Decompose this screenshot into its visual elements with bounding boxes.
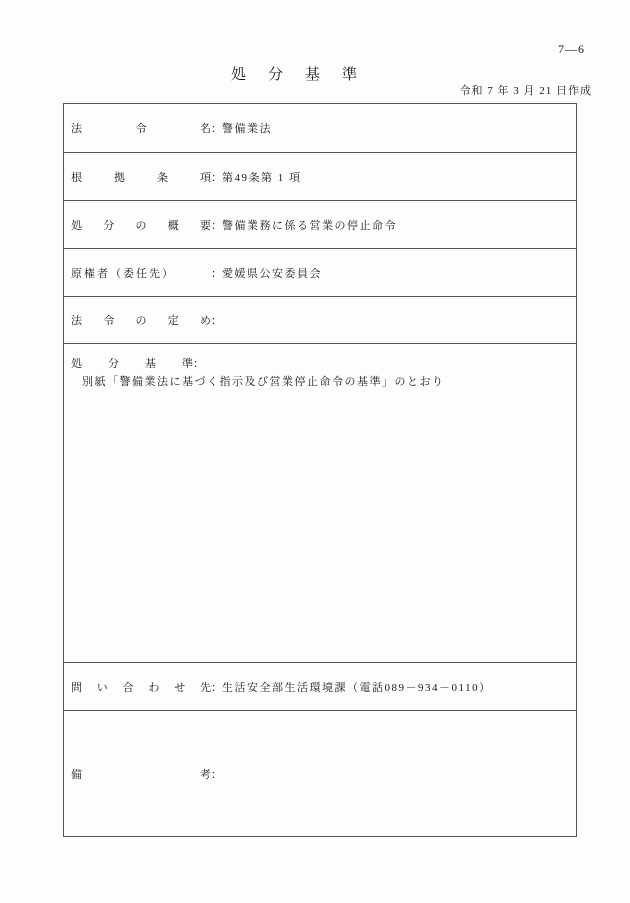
row-label: 原権者（委任先）	[71, 267, 175, 280]
page-number: 7—6	[558, 42, 585, 56]
created-date: 令和 7 年 3 月 21 日作成	[459, 85, 592, 97]
label-colon: ：	[211, 171, 222, 184]
label-colon: ：	[211, 123, 222, 135]
table-row-law-name	[64, 104, 576, 153]
table-row-disposition-standards	[64, 344, 576, 663]
label-colon: ：	[211, 219, 222, 232]
label-colon: ：	[211, 768, 222, 781]
table-row-legal-provision	[64, 297, 576, 344]
row-value: 生活安全部生活環境課（電話089－934－0110）	[222, 681, 492, 694]
row-value: 警備業法	[222, 123, 272, 135]
row-label-line	[71, 355, 204, 371]
table-row-remarks	[64, 711, 576, 836]
row-label: 問 い 合 わ せ 先	[71, 681, 211, 694]
table-row-legal-basis	[64, 153, 576, 201]
row-label: 備 考	[71, 768, 211, 781]
row-value: 警備業務に係る営業の停止命令	[222, 219, 397, 232]
document-title: 処分基準	[231, 67, 380, 83]
row-label: 法 令 の 定 め	[71, 315, 211, 327]
row-label: 根 拠 条 項	[71, 171, 211, 184]
row-value: 第49条第 1 項	[222, 171, 302, 184]
row-label: 法 令 名	[71, 123, 211, 135]
row-body-text: 別紙「警備業法に基づく指示及び営業停止命令の基準」のとおり	[82, 376, 445, 388]
row-value: 愛媛県公安委員会	[222, 267, 322, 280]
table-row-original-authority	[64, 249, 576, 297]
disposition-table	[63, 103, 577, 837]
table-row-contact	[64, 663, 576, 711]
label-colon: ：	[211, 681, 222, 694]
label-colon: ：	[211, 315, 222, 327]
label-colon: ：	[193, 358, 204, 370]
table-row-disposition-summary	[64, 201, 576, 249]
row-label: 処 分 基 準	[71, 358, 193, 370]
row-label: 処 分 の 概 要	[71, 219, 211, 232]
label-colon: ：	[211, 267, 222, 280]
